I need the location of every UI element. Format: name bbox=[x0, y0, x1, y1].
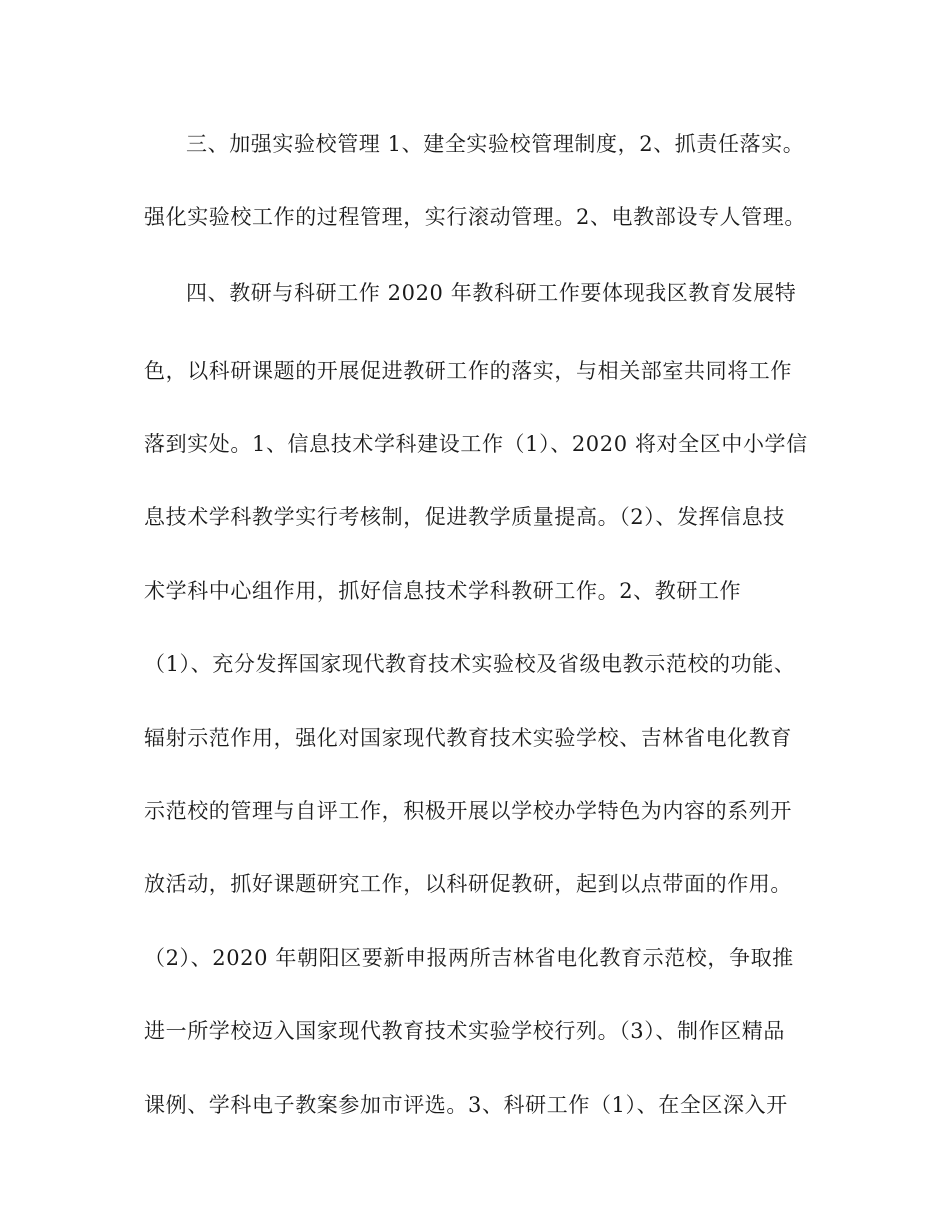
paragraph-line: 示范校的管理与自评工作，积极开展以学校办学特色为内容的系列开 bbox=[144, 799, 792, 823]
paragraph-line: 辐射示范作用，强化对国家现代教育技术实验学校、吉林省电化教育 bbox=[144, 726, 792, 750]
paragraph-line: 四、教研与科研工作 2020 年教科研工作要体现我区教育发展特 bbox=[186, 281, 797, 305]
paragraph-line: 落到实处。1、信息技术学科建设工作（1）、2020 将对全区中小学信 bbox=[144, 432, 808, 456]
paragraph-line: 进一所学校迈入国家现代教育技术实验学校行列。（3）、制作区精品 bbox=[144, 1019, 785, 1043]
paragraph-line: 强化实验校工作的过程管理，实行滚动管理。2、电教部设专人管理。 bbox=[144, 205, 806, 229]
paragraph-line: 放活动，抓好课题研究工作，以科研促教研，起到以点带面的作用。 bbox=[144, 872, 792, 896]
paragraph-line: （1）、充分发挥国家现代教育技术实验校及省级电教示范校的功能、 bbox=[144, 652, 796, 676]
paragraph-line: （2）、2020 年朝阳区要新申报两所吉林省电化教育示范校，争取推 bbox=[144, 946, 794, 970]
paragraph-line: 课例、学科电子教案参加市评选。3、科研工作（1）、在全区深入开 bbox=[144, 1093, 788, 1117]
paragraph-line: 术学科中心组作用，抓好信息技术学科教研工作。2、教研工作 bbox=[144, 579, 742, 603]
paragraph-line: 色，以科研课题的开展促进教研工作的落实，与相关部室共同将工作 bbox=[144, 359, 792, 383]
paragraph-line: 息技术学科教学实行考核制，促进教学质量提高。（2）、发挥信息技 bbox=[144, 505, 785, 529]
paragraph-line: 三、加强实验校管理 1、建全实验校管理制度，2、抓责任落实。 bbox=[186, 132, 805, 156]
